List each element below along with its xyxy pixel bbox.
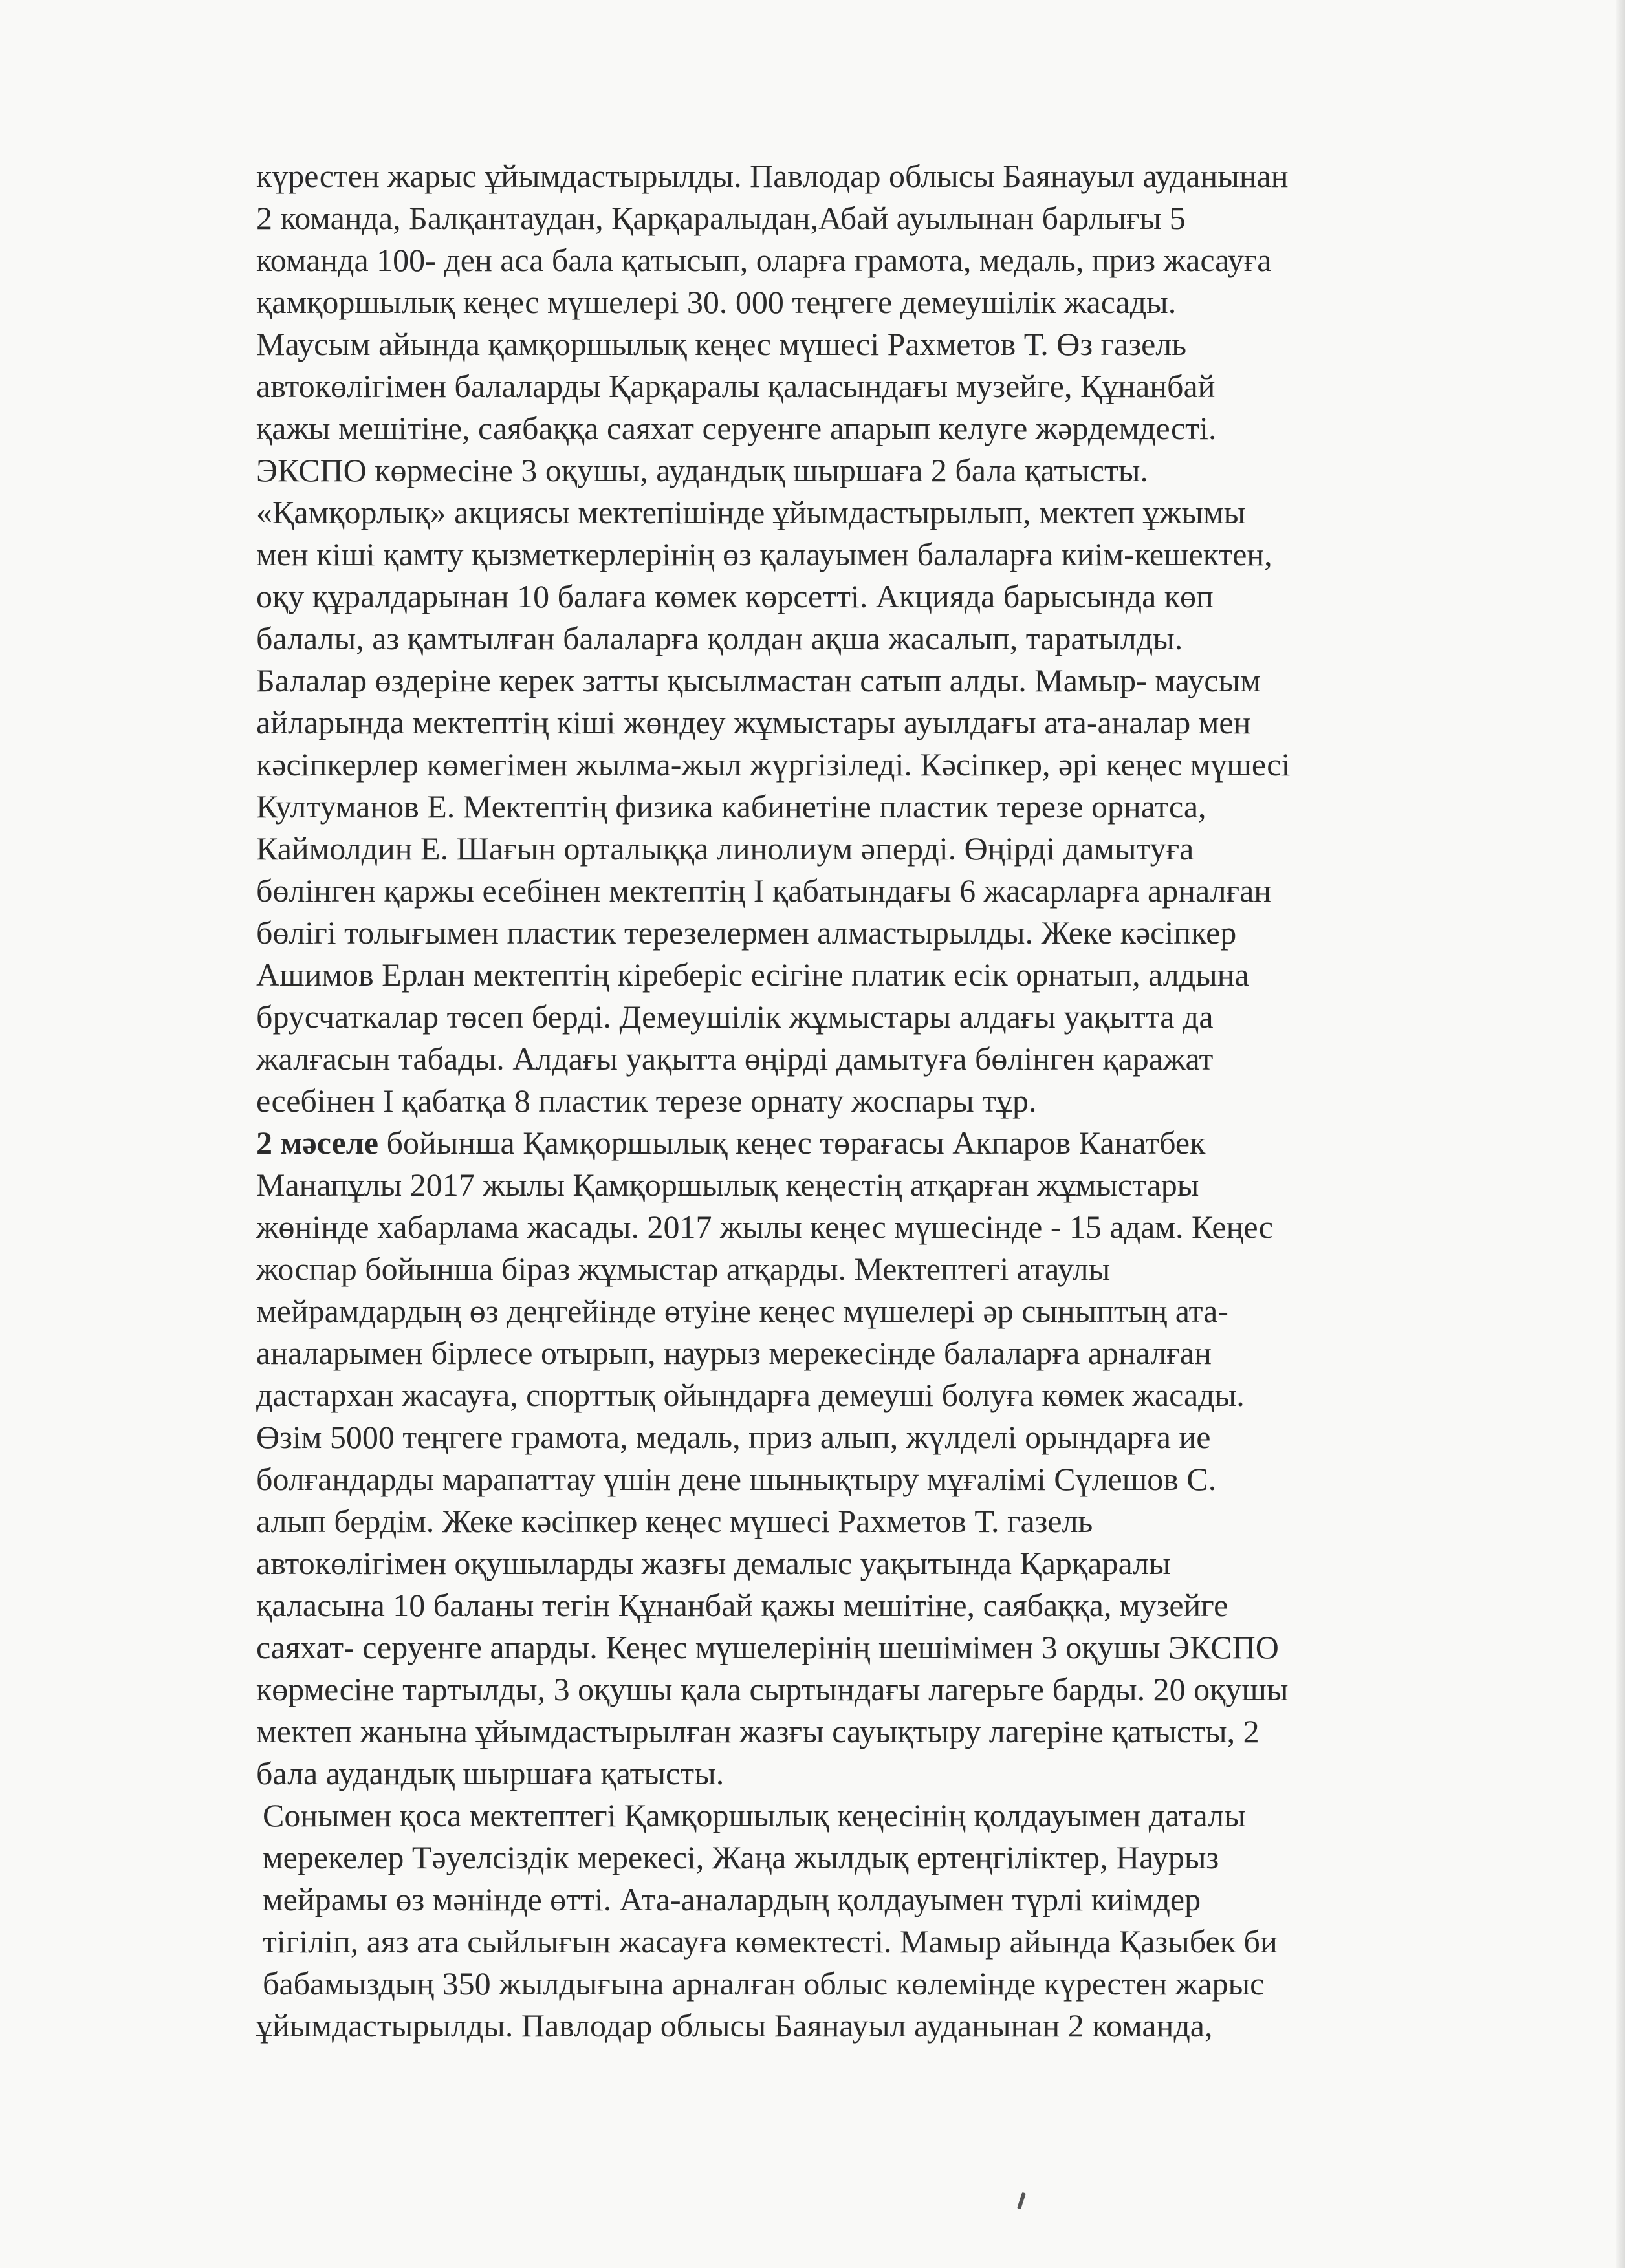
text-line: мен кіші қамту қызметкерлерінің өз қалауымен балаларға киім-кешектен,	[256, 536, 1272, 572]
text-line: ЭКСПО көрмесіне 3 оқушы, аудандық шыршаға 2 бала қатысты.	[256, 452, 1148, 488]
text-line: автокөлігімен оқушыларды жазғы демалыс уақытында Қарқаралы	[256, 1545, 1171, 1581]
page-edge-shadow	[1616, 0, 1625, 2268]
text-line: жалғасын табады. Алдағы уақытта өңірді дамытуға бөлінген қаражат	[256, 1041, 1214, 1077]
text-line: мектеп жанына ұйымдастырылған жазғы сауықтыру лагеріне қатысты, 2	[256, 1713, 1260, 1749]
text-line: Култуманов Е. Мектептің физика кабинетіне пластик терезе орнатса,	[256, 788, 1206, 825]
text-line: есебінен І қабатқа 8 пластик терезе орнату жоспары тұр.	[256, 1083, 1037, 1119]
text-line: айларында мектептің кіші жөндеу жұмыстары ауылдағы ата-аналар мен	[256, 704, 1251, 740]
text-line: балалы, аз қамтылған балаларға қолдан ақша жасалып, таратылды.	[256, 620, 1183, 656]
text-line: 2 команда, Балқантаудан, Қарқаралыдан,Абай ауылынан барлығы 5	[256, 200, 1186, 236]
text-line: жоспар бойынша біраз жұмыстар атқарды. Мектептегі атаулы	[256, 1251, 1111, 1287]
text-line: автокөлігімен балаларды Қарқаралы қаласындағы музейге, Құнанбай	[256, 368, 1216, 404]
section-heading-line	[256, 1122, 1472, 1164]
text-line: қажы мешітіне, саябаққа саяхат серуенге апарып келуге жәрдемдесті.	[256, 410, 1217, 446]
text-line: мерекелер Тәуелсіздік мерекесі, Жаңа жылдық ертеңгіліктер, Наурыз	[263, 1839, 1219, 1875]
text-line: бөлінген қаржы есебінен мектептің І қабатындағы 6 жасарларға арналған	[256, 872, 1272, 909]
text-line: «Қамқорлық» акциясы мектепішінде ұйымдастырылып, мектеп ұжымы	[256, 494, 1246, 530]
text-line: жөнінде хабарлама жасады. 2017 жылы кеңес мүшесінде - 15 адам. Кеңес	[256, 1209, 1273, 1245]
text-line: мейрамдардың өз деңгейінде өтуіне кеңес мүшелері әр сыныптың ата-	[256, 1293, 1228, 1329]
text-line: көрмесіне тартылды, 3 оқушы қала сыртындағы лагерьге барды. 20 оқушы	[256, 1671, 1289, 1707]
text-line: ұйымдастырылды. Павлодар облысы Баянауыл ауданынан 2 команда,	[256, 2007, 1213, 2044]
text-line: саяхат- серуенге апарды. Кеңес мүшелерінің шешімімен 3 оқушы ЭКСПО	[256, 1629, 1279, 1665]
text-line: кәсіпкерлер көмегімен жылма-жыл жүргізіледі. Кәсіпкер, әрі кеңес мүшесі	[256, 746, 1291, 783]
text-line: күрестен жарыс ұйымдастырылды. Павлодар облысы Баянауыл ауданынан	[256, 158, 1289, 194]
text-line: алып бердім. Жеке кәсіпкер кеңес мүшесі Рахметов Т. газель	[256, 1503, 1093, 1539]
text-line: команда 100- ден аса бала қатысып, оларға грамота, медаль, приз жасауға	[256, 242, 1272, 278]
text-line: Манапұлы 2017 жылы Қамқоршылық кеңестің атқарған жұмыстары	[256, 1167, 1199, 1203]
text-line: Ашимов Ерлан мектептің кіреберіс есігіне платик есік орнатып, алдына	[256, 956, 1249, 993]
text-line: бала аудандық шыршаға қатысты.	[256, 1755, 725, 1791]
section-label: 2 мәселе	[256, 1125, 378, 1161]
document-body	[256, 155, 1472, 2047]
text-line: болғандарды марапаттау үшін дене шынықтыру мұғалімі Сүлешов С.	[256, 1461, 1217, 1497]
text-line: Маусым айында қамқоршылық кеңес мүшесі Рахметов Т. Өз газель	[256, 326, 1187, 362]
pen-mark	[1017, 2192, 1026, 2210]
text-line: Каймолдин Е. Шағын орталыққа линолиум әперді. Өңірді дамытуға	[256, 830, 1194, 867]
text-line: Өзім 5000 теңгеге грамота, медаль, приз алып, жүлделі орындарға ие	[256, 1419, 1211, 1455]
text-line: Балалар өздеріне керек затты қысылмастан сатып алды. Мамыр- маусым	[256, 662, 1261, 698]
text-line: қамқоршылық кеңес мүшелері 30. 000 теңгеге демеушілік жасады.	[256, 284, 1177, 320]
text-line: мейрамы өз мәнінде өтті. Ата-аналардың қолдауымен түрлі киімдер	[263, 1881, 1201, 1917]
text-line: бөлігі толығымен пластик терезелермен алмастырылды. Жеке кәсіпкер	[256, 914, 1237, 951]
text-line: Сонымен қоса мектептегі Қамқоршылық кеңесінің қолдауымен даталы	[263, 1797, 1246, 1833]
text-line: қаласына 10 баланы тегін Құнанбай қажы мешітіне, саябаққа, музейге	[256, 1587, 1228, 1623]
text-line: брусчаткалар төсеп берді. Демеушілік жұмыстары алдағы уақытта да	[256, 999, 1214, 1035]
text-line: дастархан жасауға, спорттық ойындарға демеуші болуға көмек жасады.	[256, 1377, 1245, 1413]
text-line: бабамыздың 350 жылдығына арналған облыс көлемінде күрестен жарыс	[263, 1965, 1265, 2002]
text-line: оқу құралдарынан 10 балаға көмек көрсетті. Акцияда барысында көп	[256, 578, 1214, 614]
text-line: аналарымен бірлесе отырып, наурыз мерекесінде балаларға арналған	[256, 1335, 1212, 1371]
text-line: тігіліп, аяз ата сыйлығын жасауға көмектесті. Мамыр айында Қазыбек би	[263, 1923, 1278, 1960]
section-first-line: бойынша Қамқоршылық кеңес төрағасы Акпаров Канатбек	[378, 1125, 1206, 1161]
